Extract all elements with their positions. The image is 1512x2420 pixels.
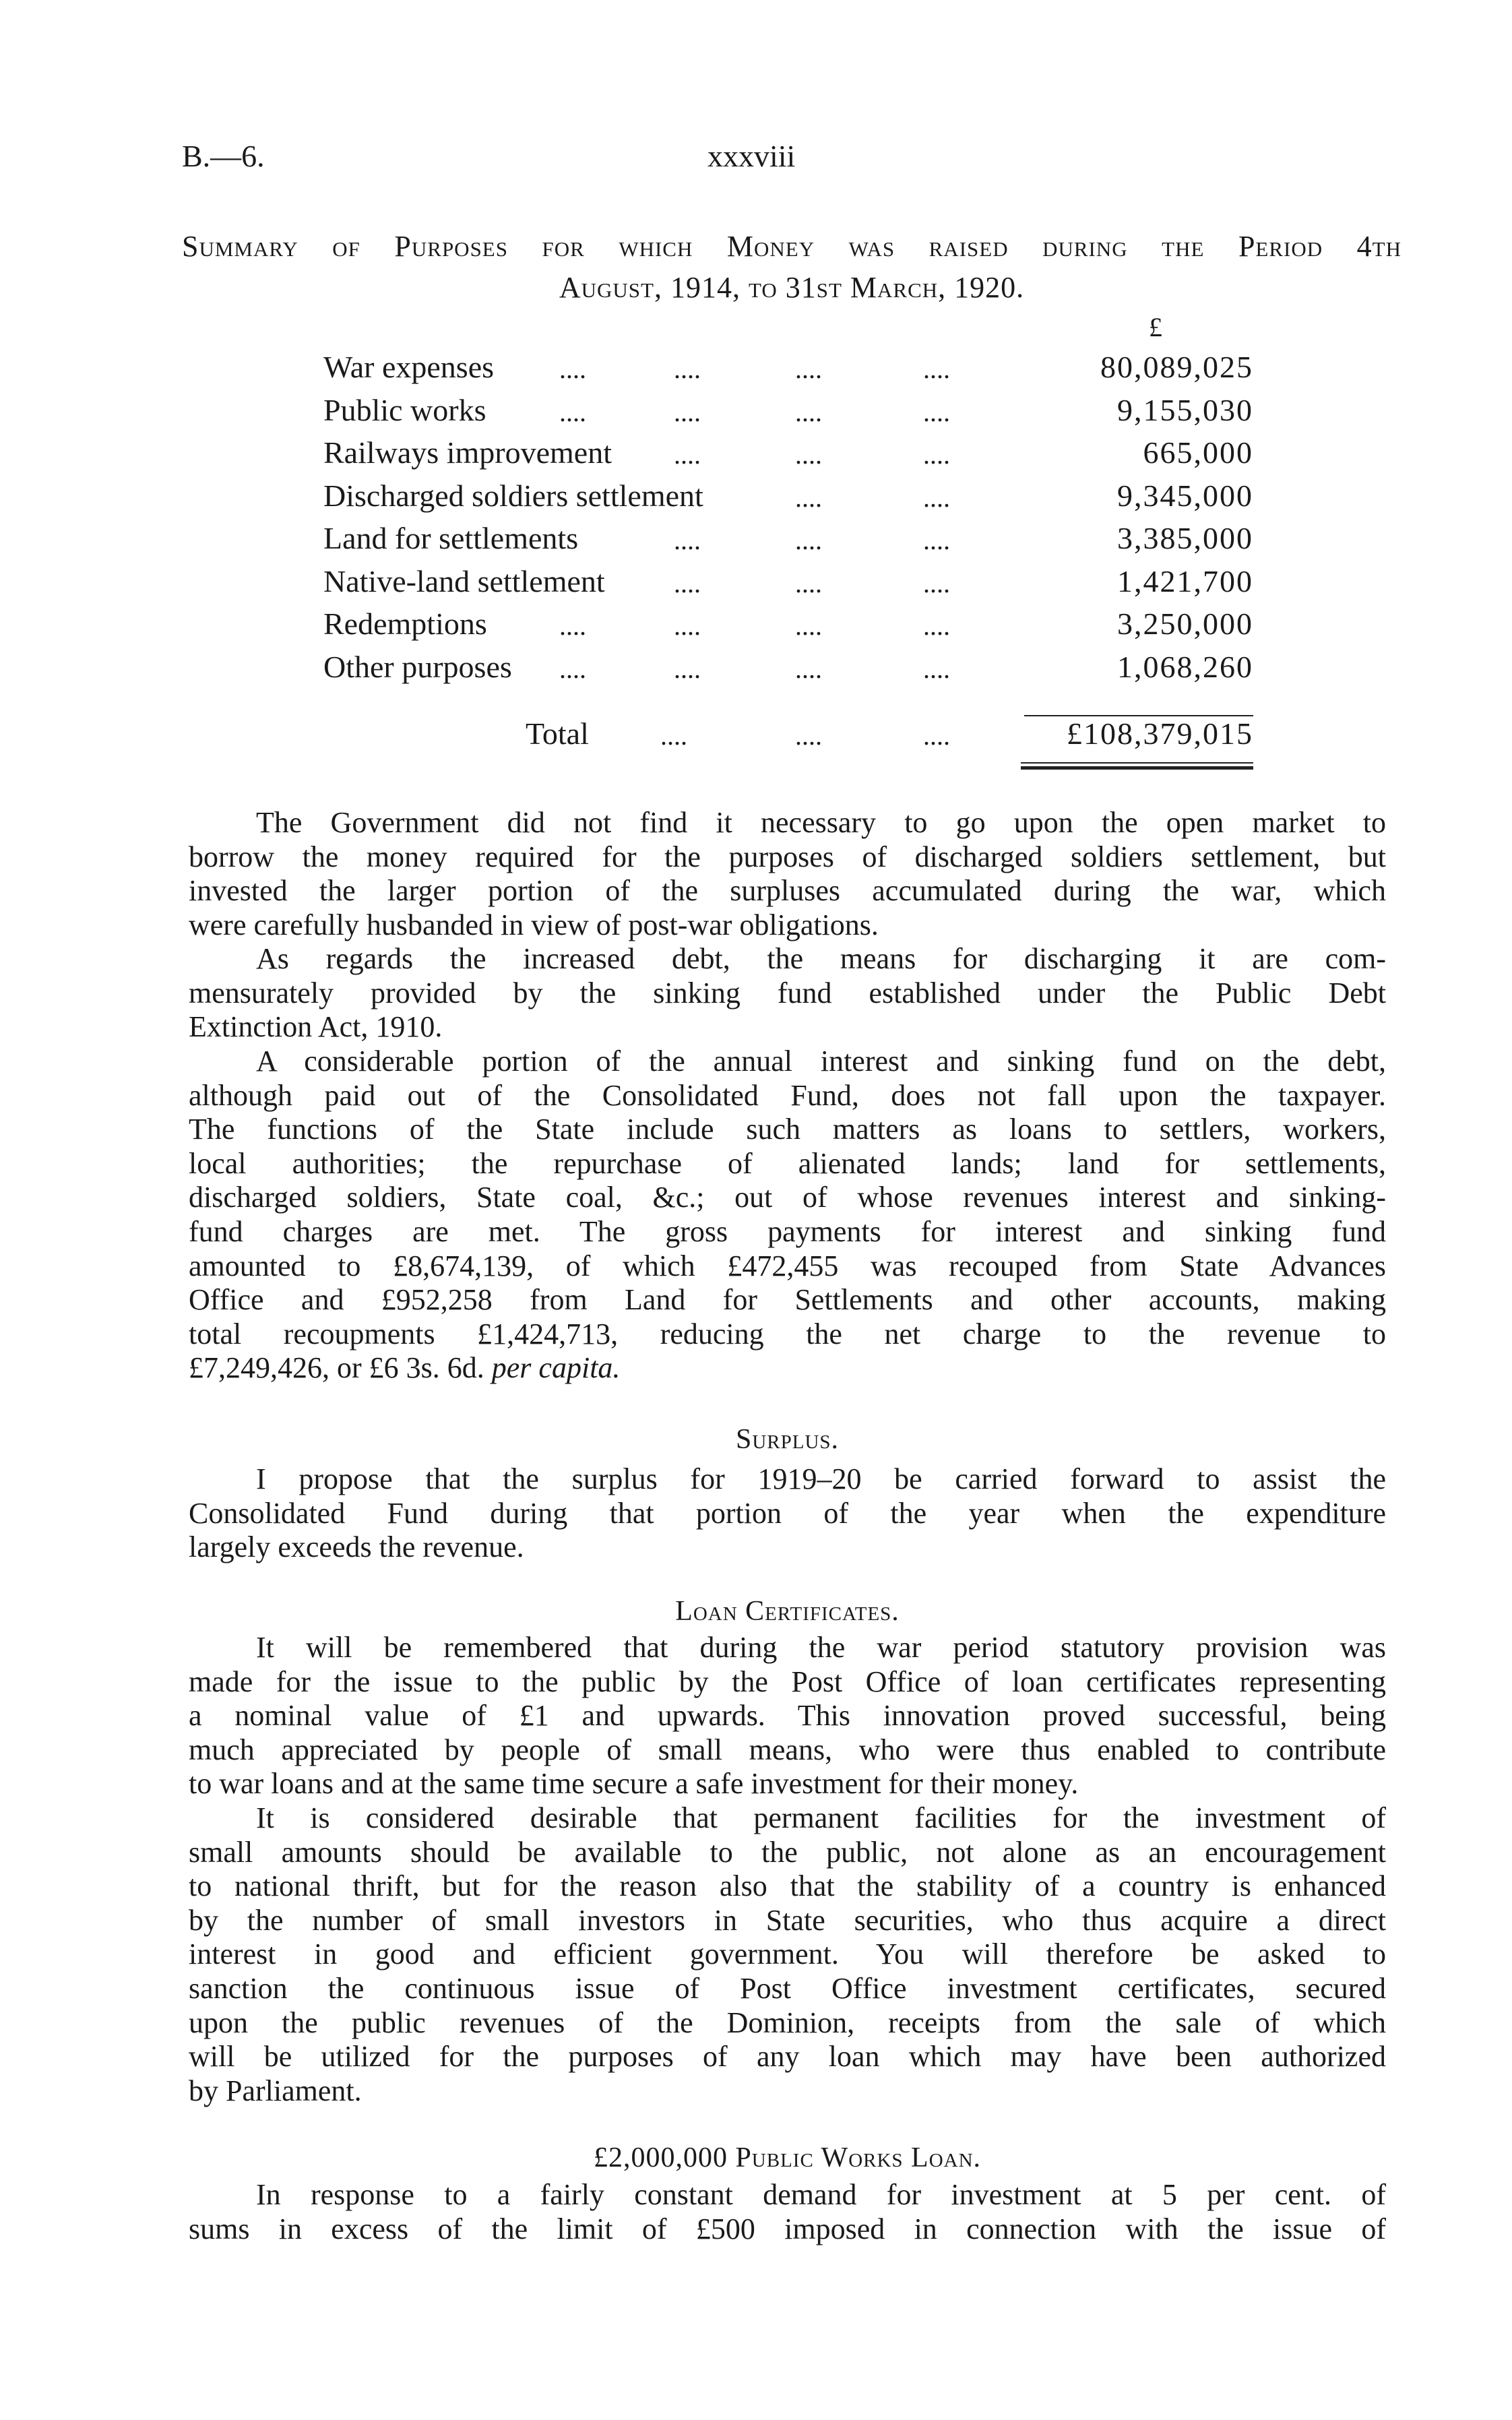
leader-dots: .... bbox=[559, 611, 586, 641]
row-label: Redemptions bbox=[323, 607, 487, 641]
row-amount: 80,089,025 bbox=[1100, 350, 1253, 384]
text-line: were carefully husbanded in view of post-war obligations. bbox=[189, 908, 879, 941]
row-label: Other purposes bbox=[323, 649, 512, 684]
row-label: War expenses bbox=[323, 350, 495, 384]
text-line: sanction the continuous issue of Post Office investment certificates, secured bbox=[189, 1971, 1386, 2005]
summary-title bbox=[182, 226, 1401, 308]
table-row bbox=[323, 478, 1253, 520]
text-line: In response to a fairly constant demand for investment at 5 per cent. of bbox=[256, 2178, 1386, 2211]
table-row bbox=[323, 349, 1253, 392]
leader-dots: .... bbox=[923, 720, 950, 751]
text-line: upon the public revenues of the Dominion, receipts from the sale of which bbox=[189, 2006, 1386, 2039]
text-line: interest in good and efficient government. You will therefore be asked to bbox=[189, 1937, 1386, 1971]
text-line: sums in excess of the limit of £500 imposed in connection with the issue of bbox=[189, 2212, 1386, 2245]
leader-dots: .... bbox=[923, 567, 950, 598]
leader-dots: .... bbox=[559, 354, 586, 384]
leader-dots: .... bbox=[795, 525, 822, 555]
paragraph-increased-debt bbox=[189, 942, 1386, 1045]
text-line: It is considered desirable that permanent facilities for the investment of bbox=[256, 1801, 1386, 1834]
row-amount: 9,345,000 bbox=[1117, 478, 1253, 513]
row-label: Railways improvement bbox=[323, 435, 612, 470]
text-line: to national thrift, but for the reason also that the stability of a country is enhanced bbox=[189, 1869, 1386, 1903]
leader-dots: .... bbox=[923, 611, 950, 641]
leader-dots: .... bbox=[559, 653, 586, 684]
text-line: small amounts should be available to the public, not alone as an encouragement bbox=[189, 1835, 1386, 1869]
row-label: Discharged soldiers settlement bbox=[323, 478, 703, 513]
row-amount: 1,068,260 bbox=[1117, 649, 1253, 684]
table-row bbox=[323, 520, 1253, 563]
leader-dots: .... bbox=[674, 653, 701, 684]
text-line: Consolidated Fund during that portion of the year when the expenditure bbox=[189, 1496, 1386, 1530]
leader-dots: .... bbox=[674, 611, 701, 641]
leader-dots: .... bbox=[674, 567, 701, 598]
summary-title-line2: August, 1914, to 31st March, 1920. bbox=[559, 271, 1025, 304]
text-line: amounted to £8,674,139, of which £472,455 was recouped from State Advances bbox=[189, 1249, 1386, 1282]
leader-dots: .... bbox=[795, 439, 822, 470]
text-line: A considerable portion of the annual interest and sinking fund on the debt, bbox=[256, 1045, 1386, 1078]
text-line: £7,249,426, or £6 3s. 6d. per capita. bbox=[189, 1351, 621, 1385]
text-line: largely exceeds the revenue. bbox=[189, 1530, 524, 1564]
table-row bbox=[323, 435, 1253, 477]
leader-dots: .... bbox=[795, 653, 822, 684]
paragraph-surplus bbox=[189, 1462, 1386, 1565]
currency-header: £ bbox=[1149, 312, 1162, 342]
row-label: Native-land settlement bbox=[323, 563, 605, 598]
paragraph-government bbox=[189, 806, 1386, 942]
leader-dots: .... bbox=[795, 396, 822, 427]
total-amount: £108,379,015 bbox=[1067, 716, 1253, 751]
text-line: Extinction Act, 1910. bbox=[189, 1010, 443, 1044]
leader-dots: .... bbox=[795, 720, 822, 751]
paragraph-loan-certificates-1 bbox=[189, 1631, 1386, 1801]
row-amount: 1,421,700 bbox=[1117, 563, 1253, 598]
table-row bbox=[323, 649, 1253, 691]
row-label: Public works bbox=[323, 392, 486, 427]
leader-dots: .... bbox=[660, 720, 687, 751]
paragraph-loan-certificates-2 bbox=[189, 1801, 1386, 2108]
leader-dots: .... bbox=[674, 439, 701, 470]
leader-dots: .... bbox=[923, 653, 950, 684]
leader-dots: .... bbox=[923, 525, 950, 555]
total-label: Total bbox=[526, 716, 589, 751]
total-rule-top bbox=[1021, 762, 1253, 764]
heading-public-works-loan: £2,000,000 Public Works Loan. bbox=[593, 2142, 982, 2173]
leader-dots: .... bbox=[923, 396, 950, 427]
paragraph-interest bbox=[189, 1045, 1386, 1386]
table-row bbox=[323, 606, 1253, 648]
total-row bbox=[323, 716, 1253, 758]
row-amount: 3,385,000 bbox=[1117, 521, 1253, 555]
text-line: It will be remembered that during the war period statutory provision was bbox=[256, 1631, 1386, 1664]
leader-dots: .... bbox=[559, 396, 586, 427]
italic-text: per capita. bbox=[491, 1351, 621, 1385]
row-amount: 9,155,030 bbox=[1117, 392, 1253, 427]
text-line: will be utilized for the purposes of any loan which may have been authorized bbox=[189, 2040, 1386, 2074]
text-line: made for the issue to the public by the Post Office of loan certificates representing bbox=[189, 1665, 1386, 1698]
row-amount: 665,000 bbox=[1143, 435, 1253, 470]
leader-dots: .... bbox=[674, 396, 701, 427]
text-line: mensurately provided by the sinking fund established under the Public Debt bbox=[189, 976, 1386, 1010]
leader-dots: .... bbox=[674, 354, 701, 384]
leader-dots: .... bbox=[923, 439, 950, 470]
text-line: The functions of the State include such matters as loans to settlers, workers, bbox=[189, 1113, 1386, 1146]
text-line: fund charges are met. The gross payments for interest and sinking fund bbox=[189, 1214, 1386, 1248]
text-line: by Parliament. bbox=[189, 2074, 362, 2107]
document-reference: B.—6. bbox=[182, 139, 265, 173]
text-line: borrow the money required for the purposes of discharged soldiers settlement, but bbox=[189, 840, 1386, 873]
text-line: much appreciated by people of small means, who were thus enabled to contribute bbox=[189, 1733, 1386, 1766]
text-line: a nominal value of £1 and upwards. This innovation proved successful, being bbox=[189, 1699, 1386, 1733]
total-rule-bottom bbox=[1021, 766, 1253, 770]
text-line: As regards the increased debt, the means for discharging it are com- bbox=[256, 942, 1386, 975]
leader-dots: .... bbox=[923, 482, 950, 513]
text-line: Office and £952,258 from Land for Settlements and other accounts, making bbox=[189, 1283, 1386, 1317]
leader-dots: .... bbox=[674, 525, 701, 555]
table-row bbox=[323, 392, 1253, 435]
page-number: xxxviii bbox=[707, 139, 796, 173]
heading-surplus: Surplus. bbox=[735, 1424, 840, 1455]
text-line: The Government did not find it necessary to go upon the open market to bbox=[256, 806, 1386, 839]
text-line: invested the larger portion of the surpluses accumulated during the war, which bbox=[189, 874, 1386, 908]
text-line: although paid out of the Consolidated Fund, does not fall upon the taxpayer. bbox=[189, 1078, 1386, 1112]
text-line: discharged soldiers, State coal, &c.; out of whose revenues interest and sinking- bbox=[189, 1181, 1386, 1214]
text-line: local authorities; the repurchase of alienated lands; land for settlements, bbox=[189, 1146, 1386, 1180]
leader-dots: .... bbox=[795, 567, 822, 598]
summary-title-line1: Summary of Purposes for which Money was raised during the Period 4th bbox=[182, 230, 1401, 263]
leader-dots: .... bbox=[795, 482, 822, 513]
text-line: by the number of small investors in State securities, who thus acquire a direct bbox=[189, 1903, 1386, 1937]
text-line: total recoupments £1,424,713, reducing the net charge to the revenue to bbox=[189, 1317, 1386, 1351]
heading-loan-certificates: Loan Certificates. bbox=[675, 1596, 900, 1627]
text-line: I propose that the surplus for 1919–20 be carried forward to assist the bbox=[256, 1462, 1386, 1495]
leader-dots: .... bbox=[795, 611, 822, 641]
leader-dots: .... bbox=[923, 354, 950, 384]
row-amount: 3,250,000 bbox=[1117, 607, 1253, 641]
row-label: Land for settlements bbox=[323, 521, 579, 555]
leader-dots: .... bbox=[795, 354, 822, 384]
text-line: to war loans and at the same time secure a safe investment for their money. bbox=[189, 1767, 1079, 1801]
paragraph-public-works-loan bbox=[189, 2178, 1386, 2246]
table-row bbox=[323, 563, 1253, 606]
